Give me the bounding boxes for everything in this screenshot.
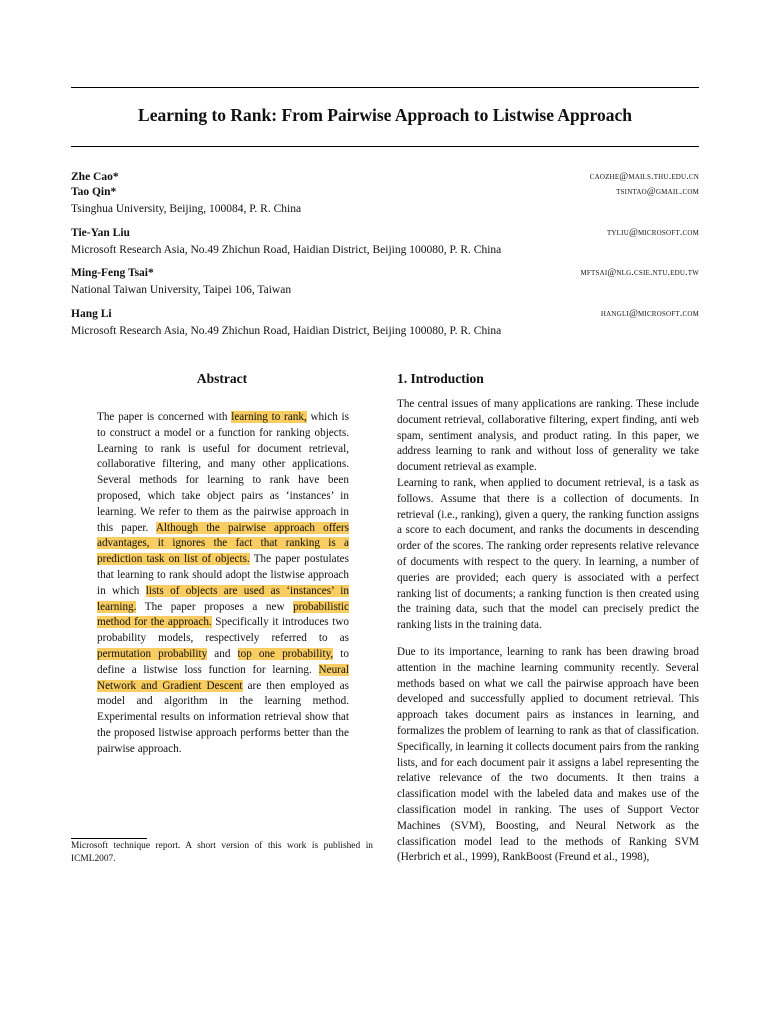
highlighted-text: Although the pairwise approach offers advantages, it ignores the fact that ranking is a prediction task on list of objects. [97,521,349,566]
highlighted-text: probabilistic method for the approach. [97,600,349,629]
author-block [71,307,699,338]
author-email: caozhe@mails.thu.edu.cn [589,171,699,182]
footnote-rule [71,838,147,839]
author-name: Tao Qin* [71,186,117,198]
author-name: Zhe Cao* [71,171,119,183]
paper-title: Learning to Rank: From Pairwise Approach to Listwise Approach [138,105,632,125]
author-block [71,266,699,297]
abstract-text-segment: and [207,647,238,660]
author-affiliation: Microsoft Research Asia, No.49 Zhichun Road, Haidian District, Beijing 100080, P. R. China [71,244,502,256]
bottom-rule [71,146,699,147]
author-affiliation: Tsinghua University, Beijing, 100084, P. R. China [71,203,302,215]
abstract-text-segment: Specifically it introduces two probability models, respectively referred to as [97,616,349,645]
author-block [71,226,699,257]
intro-paragraph: Due to its importance, learning to rank has been drawing broad attention in the machine learning community recently. Several methods based on what we call the pairwise approach have been developed and successfully applied to document retrieval. This approach takes document pairs as instances in learning, and formalizes the problem of learning to rank as that of classification. Specifically, in learning it collects document pairs from the ranking lists, and for each document pair it assigns a label representing the relative relevance of the two documents. It then trains a classification model with the labeled data and makes use of the classification model in ranking. The uses of Support Vector Machines (SVM), Boosting, and Neural Network as the classification model lead to the methods of Ranking SVM (Herbrich et al., 1999), RankBoost (Freund et al., 1998), [397,646,699,864]
abstract-text-segment: to define a listwise loss function for learning. [97,647,349,676]
footnote: Microsoft technique report. A short version of this work is published in ICML2007. [71,841,373,864]
abstract-text-segment: are then employed as model and algorithm in the learning method. Experimental results on information retrieval show that the proposed listwise approach performs better than the pairwise approach. [97,679,349,755]
intro-paragraph: The central issues of many applications are ranking. These include document retrieval, collaborative filtering, expert finding, anti web spam, sentiment analysis, and product rating. In this paper, we address learning to rank and without loss of generality we take document retrieval as example. [397,398,699,474]
abstract-body [97,410,349,758]
abstract-text-segment: The paper proposes a new [136,600,294,613]
highlighted-text: Neural Network and Gradient Descent [97,663,349,692]
author-affiliation: Microsoft Research Asia, No.49 Zhichun Road, Haidian District, Beijing 100080, P. R. China [71,325,502,337]
author-email: tsintao@gmail.com [616,186,699,197]
author-affiliation: National Taiwan University, Taipei 106, Taiwan [71,284,292,296]
intro-paragraph: Learning to rank, when applied to document retrieval, is a task as follows. Assume that there is a collection of documents. In retrieval (i.e., ranking), given a query, the ranking function assigns a score to each document, and ranks the documents in descending order of the scores. The ranking order represents relative relevance of documents with respect to the query. In learning, a number of queries are provided; each query is associated with a perfect ranking list of documents; a ranking function is then created using the training data, such that the model can precisely predict the ranking lists in the training data. [397,477,699,632]
author-email: hangli@microsoft.com [600,308,699,319]
highlighted-text: top one probability, [237,647,334,660]
abstract-text-segment: The paper postulates that learning to rank should adopt the listwise approach in which [97,553,349,597]
abstract-text-segment: which is to construct a model or a function for ranking objects. Learning to rank is useful for document retrieval, collaborative filtering, and many other applications. Several methods for learning to rank have been proposed, which take object pairs as ‘instances’ in learning. We refer to them as the pairwise approach in this paper. [97,411,349,534]
author-name: Ming-Feng Tsai* [71,267,154,279]
abstract-text-segment: The paper is concerned with [97,411,232,423]
section-heading-introduction: 1. Introduction [397,371,484,386]
author-email: mftsai@nlg.csie.ntu.edu.tw [580,267,699,278]
author-name: Hang Li [71,308,112,320]
highlighted-text: lists of objects are used as ‘instances’ in learning. [97,584,349,613]
top-rule [71,87,699,88]
author-block [71,185,699,216]
author-name: Tie-Yan Liu [71,227,130,239]
highlighted-text: learning to rank, [231,411,307,423]
author-block [71,170,699,184]
highlighted-text: permutation probability [97,647,208,660]
author-email: tyliu@microsoft.com [606,227,699,238]
abstract-heading: Abstract [196,371,248,386]
